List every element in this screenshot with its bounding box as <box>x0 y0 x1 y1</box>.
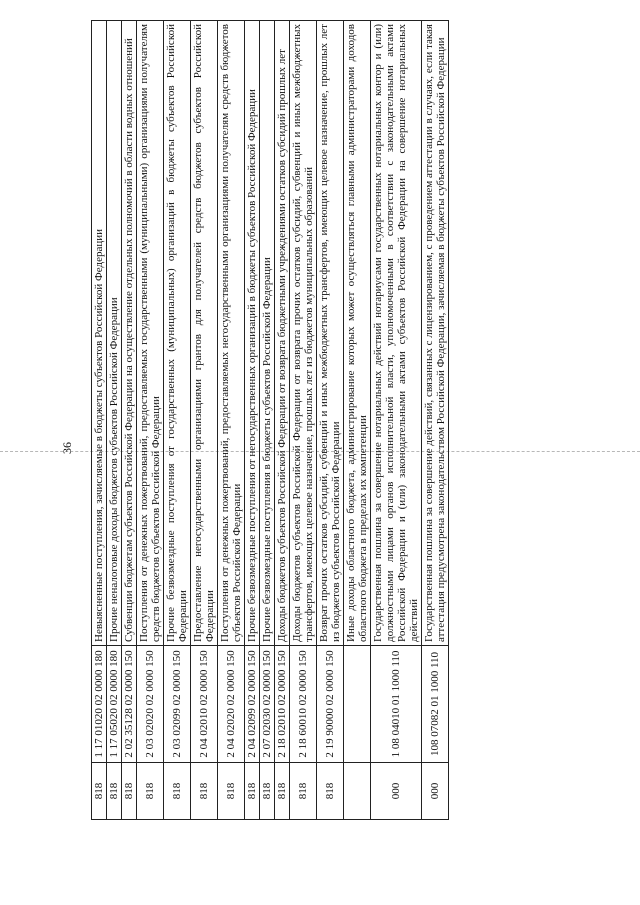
table-row <box>245 21 260 820</box>
revenue-name-cell: Прочие безвозмездные поступления в бюджеты субъектов Российской Федерации <box>260 21 275 646</box>
admin-code-cell: 818 <box>317 763 344 820</box>
revenue-code-cell: 2 18 60010 02 0000 150 <box>290 646 317 763</box>
revenue-code-cell <box>344 646 371 763</box>
revenue-code-cell: 2 07 02030 02 0000 150 <box>260 646 275 763</box>
budget-codes-table <box>91 20 449 820</box>
revenue-name-cell: Иные доходы областного бюджета, администрирование которых может осуществляться главными администраторами доходов областного бюджета в пределах их компетенции <box>344 21 371 646</box>
table-row <box>137 21 164 820</box>
table-row <box>260 21 275 820</box>
revenue-code-cell: 2 02 35128 02 0000 150 <box>122 646 137 763</box>
revenue-code-cell: 1 17 05020 02 0000 180 <box>107 646 122 763</box>
admin-code-cell: 000 <box>371 763 422 820</box>
table-row <box>344 21 371 820</box>
table-row <box>371 21 422 820</box>
table-row <box>107 21 122 820</box>
revenue-name-cell: Поступления от денежных пожертвований, предоставляемых негосударственными организациями получателям средств бюджетов субъектов Российской Федерации <box>218 21 245 646</box>
revenue-name-cell: Доходы бюджетов субъектов Российской Федерации от возврата прочих остатков субсидий, субвенций и иных межбюджетных трансфертов, имеющих целевое назначение, прошлых лет из бюджетов муниципальных образований <box>290 21 317 646</box>
table-row <box>191 21 218 820</box>
revenue-code-cell: 2 04 02099 02 0000 150 <box>245 646 260 763</box>
admin-code-cell <box>344 763 371 820</box>
revenue-name-cell: Возврат прочих остатков субсидий, субвенций и иных межбюджетных трансфертов, имеющих целевое назначение, прошлых лет из бюджетов субъектов Российской Федерации <box>317 21 344 646</box>
revenue-code-cell: 1 17 01020 02 0000 180 <box>92 646 107 763</box>
revenue-name-cell: Прочие безвозмездные поступления от негосударственных организаций в бюджеты субъектов Российской Федерации <box>245 21 260 646</box>
admin-code-cell: 818 <box>107 763 122 820</box>
admin-code-cell: 818 <box>218 763 245 820</box>
revenue-code-cell: 2 04 02010 02 0000 150 <box>191 646 218 763</box>
revenue-name-cell: Предоставление негосударственными организациями грантов для получателей средств бюджетов субъектов Российской Федерации <box>191 21 218 646</box>
revenue-name-cell: Субвенции бюджетам субъектов Российской Федерации на осуществление отдельных полномочий в области водных отношений <box>122 21 137 646</box>
admin-code-cell: 000 <box>422 763 449 820</box>
revenue-code-cell: 108 07082 01 1000 110 <box>422 646 449 763</box>
table-row <box>122 21 137 820</box>
revenue-code-cell: 2 03 02099 02 0000 150 <box>164 646 191 763</box>
admin-code-cell: 818 <box>245 763 260 820</box>
table-row <box>164 21 191 820</box>
admin-code-cell: 818 <box>137 763 164 820</box>
admin-code-cell: 818 <box>122 763 137 820</box>
admin-code-cell: 818 <box>191 763 218 820</box>
revenue-name-cell: Поступления от денежных пожертвований, предоставляемых государственными (муниципальными) организациями получателям средств бюджетов субъектов Российской Федерации <box>137 21 164 646</box>
admin-code-cell: 818 <box>260 763 275 820</box>
admin-code-cell: 818 <box>290 763 317 820</box>
revenue-name-cell: Прочие неналоговые доходы бюджетов субъектов Российской Федерации <box>107 21 122 646</box>
page-number: 36 <box>60 442 74 454</box>
admin-code-cell: 818 <box>164 763 191 820</box>
revenue-name-cell: Государственная пошлина за совершение действий, связанных с лицензированием, с проведением аттестации в случаях, если такая аттестация предусмотрена законодательством Российской Федерации, зачисляемая в бюджеты субъектов Российской Федерации <box>422 21 449 646</box>
revenue-name-cell: Государственная пошлина за совершение нотариальных действий нотариусами государственных нотариальных контор и (или) должностными лицами органов исполнительной власти, уполномоченными в соответствии с законодательными актами Российской Федерации и (или) законодательными актами субъектов Российской Федерации на совершение нотариальных действий <box>371 21 422 646</box>
table-row <box>422 21 449 820</box>
admin-code-cell: 818 <box>92 763 107 820</box>
revenue-code-cell: 2 03 02020 02 0000 150 <box>137 646 164 763</box>
revenue-name-cell: Доходы бюджетов субъектов Российской Федерации от возврата бюджетными учреждениями остатков субсидий прошлых лет <box>275 21 290 646</box>
revenue-code-cell: 2 04 02020 02 0000 150 <box>218 646 245 763</box>
table-row <box>275 21 290 820</box>
table-container <box>91 20 531 820</box>
revenue-code-cell: 2 19 90000 02 0000 150 <box>317 646 344 763</box>
revenue-name-cell: Невыясненные поступления, зачисляемые в бюджеты субъектов Российской Федерации <box>92 21 107 646</box>
admin-code-cell: 818 <box>275 763 290 820</box>
table-row <box>290 21 317 820</box>
revenue-code-cell: 2 18 02010 02 0000 150 <box>275 646 290 763</box>
table-row <box>317 21 344 820</box>
table-row <box>92 21 107 820</box>
table-body <box>92 21 449 820</box>
revenue-code-cell: 1 08 04010 01 1000 110 <box>371 646 422 763</box>
revenue-name-cell: Прочие безвозмездные поступления от государственных (муниципальных) организаций в бюджеты субъектов Российской Федерации <box>164 21 191 646</box>
table-row <box>218 21 245 820</box>
